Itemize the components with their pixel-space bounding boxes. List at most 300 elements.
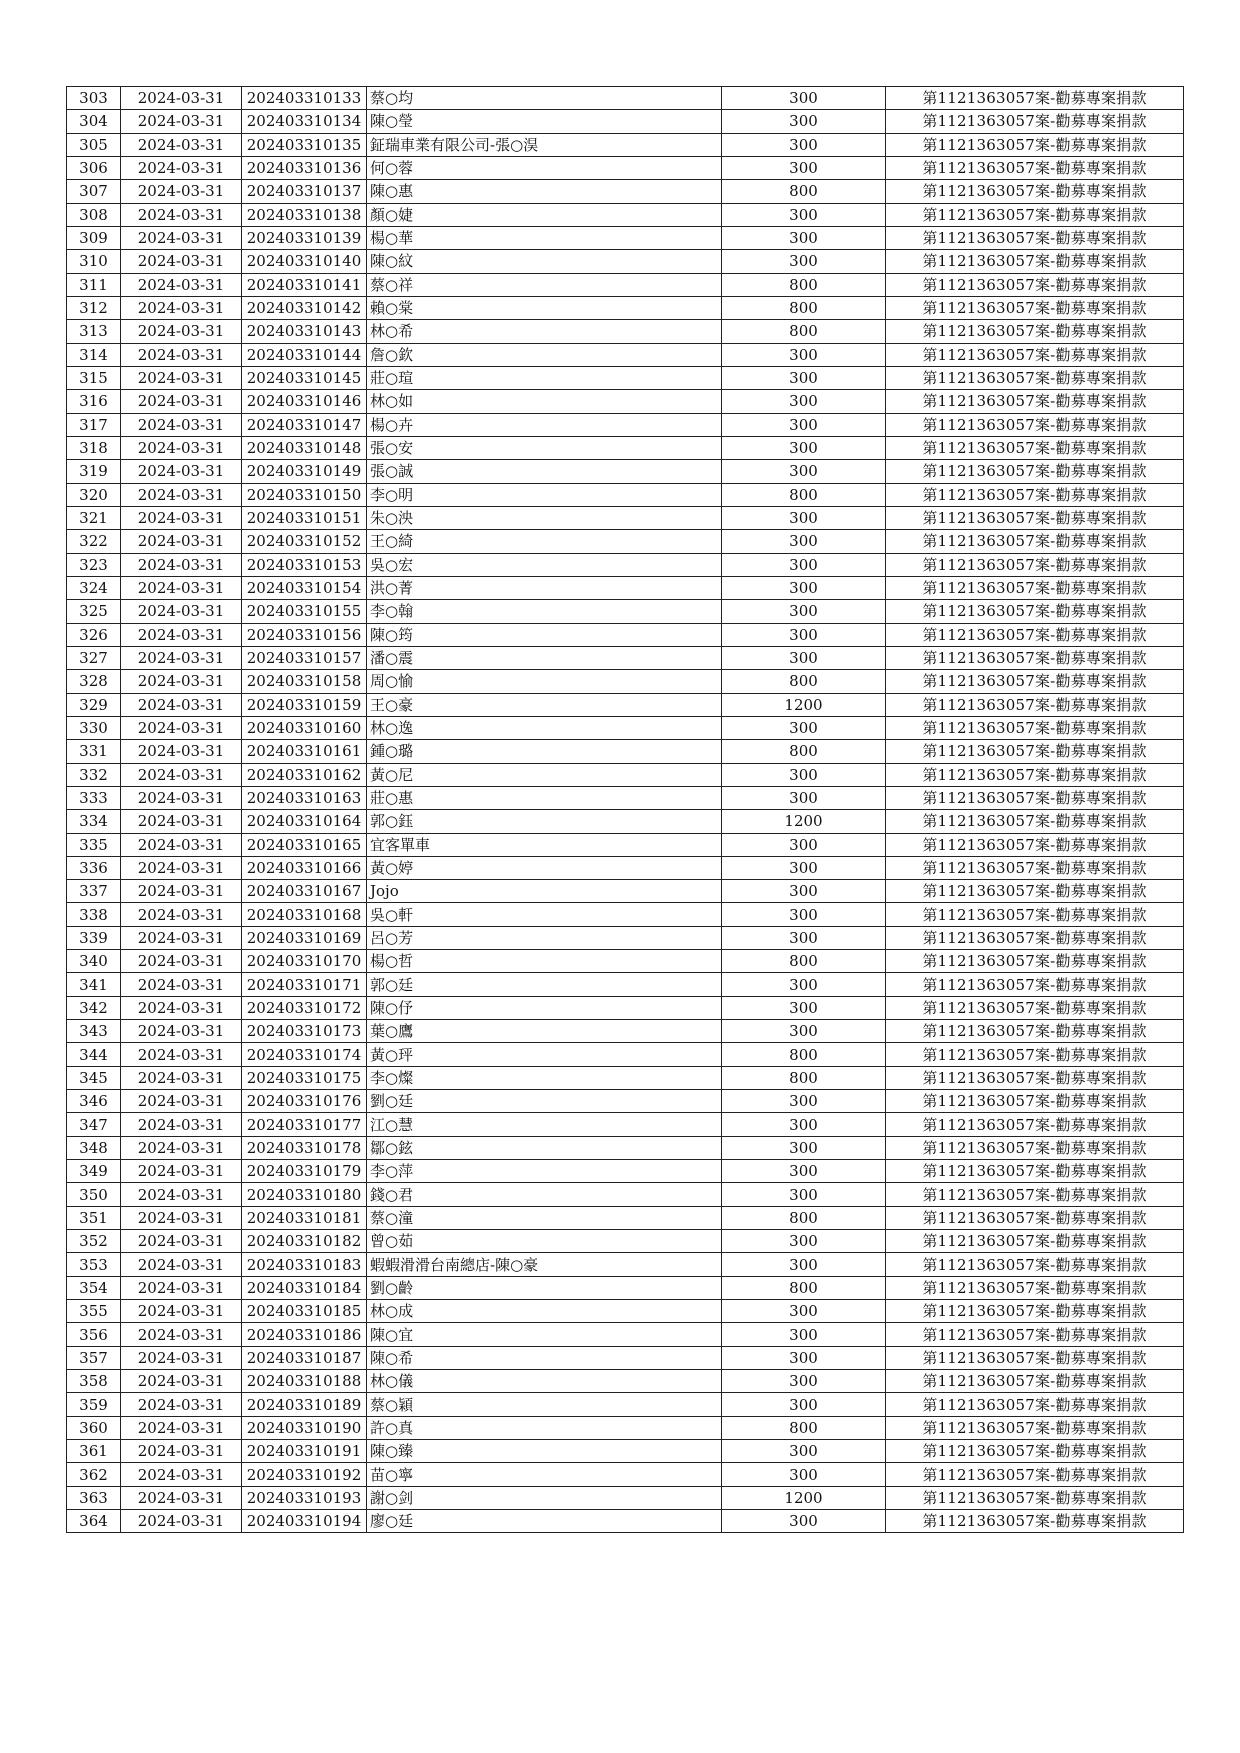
- table-row: [67, 87, 1184, 110]
- donation-note: 第1121363057案-勸募專案捐款: [886, 810, 1184, 833]
- table-row: [67, 1230, 1184, 1253]
- row-number: 304: [67, 110, 121, 133]
- donor-name: 李○燦: [367, 1066, 722, 1089]
- donation-date: 2024-03-31: [121, 110, 242, 133]
- donation-note: 第1121363057案-勸募專案捐款: [886, 576, 1184, 599]
- donation-note: 第1121363057案-勸募專案捐款: [886, 320, 1184, 343]
- donation-date: 2024-03-31: [121, 460, 242, 483]
- donation-amount: 800: [722, 1206, 886, 1229]
- table-row: [67, 996, 1184, 1019]
- donation-amount: 300: [722, 973, 886, 996]
- receipt-number: 202403310180: [242, 1183, 367, 1206]
- donor-name: 劉○齡: [367, 1276, 722, 1299]
- donation-amount: 800: [722, 1043, 886, 1066]
- donation-date: 2024-03-31: [121, 1463, 242, 1486]
- table-row: [67, 1066, 1184, 1089]
- donor-name: 廖○廷: [367, 1510, 722, 1533]
- receipt-number: 202403310143: [242, 320, 367, 343]
- row-number: 363: [67, 1486, 121, 1509]
- donation-note: 第1121363057案-勸募專案捐款: [886, 763, 1184, 786]
- row-number: 346: [67, 1090, 121, 1113]
- donation-date: 2024-03-31: [121, 273, 242, 296]
- donation-date: 2024-03-31: [121, 1370, 242, 1393]
- donor-name: 苗○寧: [367, 1463, 722, 1486]
- donor-name: 鉦瑞車業有限公司-張○淏: [367, 133, 722, 156]
- table-row: [67, 763, 1184, 786]
- receipt-number: 202403310140: [242, 250, 367, 273]
- donor-name: 林○儀: [367, 1370, 722, 1393]
- row-number: 361: [67, 1440, 121, 1463]
- donation-date: 2024-03-31: [121, 296, 242, 319]
- row-number: 303: [67, 87, 121, 110]
- table-row: [67, 273, 1184, 296]
- receipt-number: 202403310174: [242, 1043, 367, 1066]
- receipt-number: 202403310151: [242, 506, 367, 529]
- donor-name: 蔡○潼: [367, 1206, 722, 1229]
- donation-note: 第1121363057案-勸募專案捐款: [886, 1370, 1184, 1393]
- donation-date: 2024-03-31: [121, 436, 242, 459]
- donation-note: 第1121363057案-勸募專案捐款: [886, 600, 1184, 623]
- donation-date: 2024-03-31: [121, 1043, 242, 1066]
- row-number: 308: [67, 203, 121, 226]
- donor-name: 錢○君: [367, 1183, 722, 1206]
- row-number: 343: [67, 1020, 121, 1043]
- receipt-number: 202403310162: [242, 763, 367, 786]
- donation-note: 第1121363057案-勸募專案捐款: [886, 133, 1184, 156]
- donation-amount: 300: [722, 506, 886, 529]
- donation-date: 2024-03-31: [121, 1230, 242, 1253]
- receipt-number: 202403310183: [242, 1253, 367, 1276]
- donation-amount: 300: [722, 1020, 886, 1043]
- table-row: [67, 973, 1184, 996]
- row-number: 326: [67, 623, 121, 646]
- donation-note: 第1121363057案-勸募專案捐款: [886, 413, 1184, 436]
- donation-date: 2024-03-31: [121, 1510, 242, 1533]
- donation-note: 第1121363057案-勸募專案捐款: [886, 1183, 1184, 1206]
- row-number: 347: [67, 1113, 121, 1136]
- donation-note: 第1121363057案-勸募專案捐款: [886, 1510, 1184, 1533]
- row-number: 314: [67, 343, 121, 366]
- donor-name: 莊○瑄: [367, 366, 722, 389]
- donation-note: 第1121363057案-勸募專案捐款: [886, 296, 1184, 319]
- table-row: [67, 203, 1184, 226]
- receipt-number: 202403310190: [242, 1416, 367, 1439]
- donor-name: 鄒○鉉: [367, 1136, 722, 1159]
- receipt-number: 202403310194: [242, 1510, 367, 1533]
- table-row: [67, 576, 1184, 599]
- donation-date: 2024-03-31: [121, 180, 242, 203]
- row-number: 359: [67, 1393, 121, 1416]
- donation-amount: 300: [722, 250, 886, 273]
- donation-amount: 300: [722, 1323, 886, 1346]
- table-row: [67, 390, 1184, 413]
- donor-name: 呂○芳: [367, 926, 722, 949]
- donation-note: 第1121363057案-勸募專案捐款: [886, 1440, 1184, 1463]
- receipt-number: 202403310185: [242, 1300, 367, 1323]
- donation-amount: 300: [722, 1113, 886, 1136]
- donor-name: 林○如: [367, 390, 722, 413]
- receipt-number: 202403310176: [242, 1090, 367, 1113]
- row-number: 362: [67, 1463, 121, 1486]
- donation-date: 2024-03-31: [121, 856, 242, 879]
- receipt-number: 202403310193: [242, 1486, 367, 1509]
- donation-date: 2024-03-31: [121, 320, 242, 343]
- receipt-number: 202403310141: [242, 273, 367, 296]
- donation-amount: 300: [722, 1253, 886, 1276]
- donation-note: 第1121363057案-勸募專案捐款: [886, 693, 1184, 716]
- row-number: 306: [67, 156, 121, 179]
- donation-amount: 800: [722, 1276, 886, 1299]
- donation-date: 2024-03-31: [121, 133, 242, 156]
- donation-date: 2024-03-31: [121, 693, 242, 716]
- donation-note: 第1121363057案-勸募專案捐款: [886, 1416, 1184, 1439]
- donation-note: 第1121363057案-勸募專案捐款: [886, 973, 1184, 996]
- table-row: [67, 156, 1184, 179]
- donation-amount: 300: [722, 786, 886, 809]
- row-number: 315: [67, 366, 121, 389]
- donation-amount: 300: [722, 390, 886, 413]
- table-row: [67, 670, 1184, 693]
- receipt-number: 202403310165: [242, 833, 367, 856]
- donation-date: 2024-03-31: [121, 483, 242, 506]
- donation-date: 2024-03-31: [121, 1253, 242, 1276]
- row-number: 320: [67, 483, 121, 506]
- donation-amount: 800: [722, 320, 886, 343]
- donation-note: 第1121363057案-勸募專案捐款: [886, 203, 1184, 226]
- donation-note: 第1121363057案-勸募專案捐款: [886, 1300, 1184, 1323]
- donor-name: 曾○茹: [367, 1230, 722, 1253]
- row-number: 305: [67, 133, 121, 156]
- donation-note: 第1121363057案-勸募專案捐款: [886, 833, 1184, 856]
- donation-amount: 300: [722, 926, 886, 949]
- donation-note: 第1121363057案-勸募專案捐款: [886, 1346, 1184, 1369]
- donation-amount: 300: [722, 903, 886, 926]
- receipt-number: 202403310139: [242, 226, 367, 249]
- donation-date: 2024-03-31: [121, 1300, 242, 1323]
- donation-amount: 300: [722, 87, 886, 110]
- donation-note: 第1121363057案-勸募專案捐款: [886, 226, 1184, 249]
- receipt-number: 202403310175: [242, 1066, 367, 1089]
- row-number: 344: [67, 1043, 121, 1066]
- row-number: 354: [67, 1276, 121, 1299]
- donation-note: 第1121363057案-勸募專案捐款: [886, 483, 1184, 506]
- donor-name: 黃○玶: [367, 1043, 722, 1066]
- donation-amount: 300: [722, 1463, 886, 1486]
- receipt-number: 202403310159: [242, 693, 367, 716]
- donation-date: 2024-03-31: [121, 670, 242, 693]
- donor-name: 李○翰: [367, 600, 722, 623]
- receipt-number: 202403310172: [242, 996, 367, 1019]
- donation-date: 2024-03-31: [121, 810, 242, 833]
- receipt-number: 202403310149: [242, 460, 367, 483]
- table-row: [67, 226, 1184, 249]
- donation-amount: 300: [722, 833, 886, 856]
- row-number: 364: [67, 1510, 121, 1533]
- table-row: [67, 343, 1184, 366]
- table-row: [67, 1300, 1184, 1323]
- donation-note: 第1121363057案-勸募專案捐款: [886, 1463, 1184, 1486]
- donation-date: 2024-03-31: [121, 1276, 242, 1299]
- donation-note: 第1121363057案-勸募專案捐款: [886, 87, 1184, 110]
- table-row: [67, 1136, 1184, 1159]
- row-number: 318: [67, 436, 121, 459]
- receipt-number: 202403310153: [242, 553, 367, 576]
- donation-note: 第1121363057案-勸募專案捐款: [886, 1323, 1184, 1346]
- donor-name: 李○明: [367, 483, 722, 506]
- table-row: [67, 1206, 1184, 1229]
- table-row: [67, 880, 1184, 903]
- row-number: 337: [67, 880, 121, 903]
- donation-amount: 300: [722, 1136, 886, 1159]
- receipt-number: 202403310142: [242, 296, 367, 319]
- row-number: 352: [67, 1230, 121, 1253]
- table-row: [67, 250, 1184, 273]
- receipt-number: 202403310148: [242, 436, 367, 459]
- donor-name: 李○萍: [367, 1160, 722, 1183]
- table-row: [67, 623, 1184, 646]
- donor-name: 謝○剑: [367, 1486, 722, 1509]
- donation-amount: 300: [722, 716, 886, 739]
- row-number: 330: [67, 716, 121, 739]
- donor-name: 陳○紋: [367, 250, 722, 273]
- donation-date: 2024-03-31: [121, 1393, 242, 1416]
- table-row: [67, 1020, 1184, 1043]
- table-row: [67, 553, 1184, 576]
- table-row: [67, 1043, 1184, 1066]
- row-number: 351: [67, 1206, 121, 1229]
- donation-amount: 800: [722, 740, 886, 763]
- receipt-number: 202403310188: [242, 1370, 367, 1393]
- donation-note: 第1121363057案-勸募專案捐款: [886, 506, 1184, 529]
- receipt-number: 202403310163: [242, 786, 367, 809]
- donation-amount: 300: [722, 203, 886, 226]
- donation-amount: 300: [722, 646, 886, 669]
- donation-amount: 800: [722, 1416, 886, 1439]
- donation-date: 2024-03-31: [121, 903, 242, 926]
- row-number: 345: [67, 1066, 121, 1089]
- row-number: 350: [67, 1183, 121, 1206]
- donor-name: 宜客單車: [367, 833, 722, 856]
- donation-note: 第1121363057案-勸募專案捐款: [886, 740, 1184, 763]
- receipt-number: 202403310167: [242, 880, 367, 903]
- donation-amount: 300: [722, 996, 886, 1019]
- donation-note: 第1121363057案-勸募專案捐款: [886, 156, 1184, 179]
- donation-date: 2024-03-31: [121, 506, 242, 529]
- table-row: [67, 950, 1184, 973]
- donation-date: 2024-03-31: [121, 1416, 242, 1439]
- donor-name: 陳○臻: [367, 1440, 722, 1463]
- donation-date: 2024-03-31: [121, 996, 242, 1019]
- donation-date: 2024-03-31: [121, 600, 242, 623]
- receipt-number: 202403310150: [242, 483, 367, 506]
- row-number: 335: [67, 833, 121, 856]
- table-row: [67, 180, 1184, 203]
- row-number: 329: [67, 693, 121, 716]
- donation-amount: 300: [722, 1393, 886, 1416]
- receipt-number: 202403310146: [242, 390, 367, 413]
- receipt-number: 202403310169: [242, 926, 367, 949]
- donation-date: 2024-03-31: [121, 950, 242, 973]
- donation-date: 2024-03-31: [121, 1346, 242, 1369]
- row-number: 355: [67, 1300, 121, 1323]
- donation-date: 2024-03-31: [121, 1090, 242, 1113]
- receipt-number: 202403310137: [242, 180, 367, 203]
- row-number: 317: [67, 413, 121, 436]
- donation-note: 第1121363057案-勸募專案捐款: [886, 250, 1184, 273]
- receipt-number: 202403310157: [242, 646, 367, 669]
- donation-date: 2024-03-31: [121, 1323, 242, 1346]
- donation-amount: 300: [722, 763, 886, 786]
- table-row: [67, 506, 1184, 529]
- donation-date: 2024-03-31: [121, 716, 242, 739]
- donation-note: 第1121363057案-勸募專案捐款: [886, 1090, 1184, 1113]
- row-number: 311: [67, 273, 121, 296]
- row-number: 332: [67, 763, 121, 786]
- table-row: [67, 1183, 1184, 1206]
- table-row: [67, 530, 1184, 553]
- donation-note: 第1121363057案-勸募專案捐款: [886, 1253, 1184, 1276]
- receipt-number: 202403310178: [242, 1136, 367, 1159]
- donation-date: 2024-03-31: [121, 553, 242, 576]
- donation-amount: 300: [722, 413, 886, 436]
- donation-amount: 300: [722, 156, 886, 179]
- donation-date: 2024-03-31: [121, 366, 242, 389]
- row-number: 309: [67, 226, 121, 249]
- receipt-number: 202403310160: [242, 716, 367, 739]
- donation-date: 2024-03-31: [121, 740, 242, 763]
- table-row: [67, 460, 1184, 483]
- table-row: [67, 1160, 1184, 1183]
- donor-name: 鍾○璐: [367, 740, 722, 763]
- donor-name: 楊○哲: [367, 950, 722, 973]
- donation-amount: 300: [722, 1370, 886, 1393]
- donor-name: 黃○尼: [367, 763, 722, 786]
- donation-date: 2024-03-31: [121, 413, 242, 436]
- donation-note: 第1121363057案-勸募專案捐款: [886, 460, 1184, 483]
- receipt-number: 202403310168: [242, 903, 367, 926]
- donor-name: 蝦蝦滑滑台南總店-陳○豪: [367, 1253, 722, 1276]
- donation-date: 2024-03-31: [121, 530, 242, 553]
- table-row: [67, 646, 1184, 669]
- row-number: 357: [67, 1346, 121, 1369]
- donation-note: 第1121363057案-勸募專案捐款: [886, 1393, 1184, 1416]
- receipt-number: 202403310171: [242, 973, 367, 996]
- donation-note: 第1121363057案-勸募專案捐款: [886, 856, 1184, 879]
- donor-name: 陳○筠: [367, 623, 722, 646]
- receipt-number: 202403310181: [242, 1206, 367, 1229]
- table-row: [67, 1416, 1184, 1439]
- table-row: [67, 1253, 1184, 1276]
- donation-date: 2024-03-31: [121, 250, 242, 273]
- donation-note: 第1121363057案-勸募專案捐款: [886, 1486, 1184, 1509]
- donation-amount: 300: [722, 1090, 886, 1113]
- donation-note: 第1121363057案-勸募專案捐款: [886, 390, 1184, 413]
- row-number: 356: [67, 1323, 121, 1346]
- table-row: [67, 1510, 1184, 1533]
- donation-note: 第1121363057案-勸募專案捐款: [886, 1230, 1184, 1253]
- receipt-number: 202403310155: [242, 600, 367, 623]
- donation-date: 2024-03-31: [121, 226, 242, 249]
- receipt-number: 202403310158: [242, 670, 367, 693]
- donation-date: 2024-03-31: [121, 1486, 242, 1509]
- row-number: 307: [67, 180, 121, 203]
- donation-amount: 300: [722, 110, 886, 133]
- donation-date: 2024-03-31: [121, 1020, 242, 1043]
- donation-amount: 1200: [722, 693, 886, 716]
- donation-amount: 800: [722, 180, 886, 203]
- receipt-number: 202403310134: [242, 110, 367, 133]
- donation-date: 2024-03-31: [121, 763, 242, 786]
- row-number: 338: [67, 903, 121, 926]
- donation-note: 第1121363057案-勸募專案捐款: [886, 553, 1184, 576]
- table-row: [67, 833, 1184, 856]
- row-number: 324: [67, 576, 121, 599]
- donation-note: 第1121363057案-勸募專案捐款: [886, 646, 1184, 669]
- donation-note: 第1121363057案-勸募專案捐款: [886, 366, 1184, 389]
- row-number: 336: [67, 856, 121, 879]
- donation-note: 第1121363057案-勸募專案捐款: [886, 623, 1184, 646]
- donation-note: 第1121363057案-勸募專案捐款: [886, 530, 1184, 553]
- donor-name: 楊○華: [367, 226, 722, 249]
- donation-date: 2024-03-31: [121, 623, 242, 646]
- table-row: [67, 1090, 1184, 1113]
- donor-name: 郭○鈺: [367, 810, 722, 833]
- donation-date: 2024-03-31: [121, 786, 242, 809]
- donor-name: 陳○伃: [367, 996, 722, 1019]
- receipt-number: 202403310184: [242, 1276, 367, 1299]
- table-row: [67, 1440, 1184, 1463]
- donor-name: 張○安: [367, 436, 722, 459]
- donor-name: 顏○婕: [367, 203, 722, 226]
- donor-name: 江○慧: [367, 1113, 722, 1136]
- donation-date: 2024-03-31: [121, 1113, 242, 1136]
- donation-amount: 800: [722, 950, 886, 973]
- row-number: 328: [67, 670, 121, 693]
- donation-date: 2024-03-31: [121, 156, 242, 179]
- row-number: 316: [67, 390, 121, 413]
- receipt-number: 202403310136: [242, 156, 367, 179]
- donation-amount: 300: [722, 226, 886, 249]
- donation-amount: 800: [722, 483, 886, 506]
- row-number: 349: [67, 1160, 121, 1183]
- donation-amount: 300: [722, 343, 886, 366]
- receipt-number: 202403310170: [242, 950, 367, 973]
- table-row: [67, 133, 1184, 156]
- table-row: [67, 1113, 1184, 1136]
- donation-amount: 300: [722, 623, 886, 646]
- table-row: [67, 903, 1184, 926]
- donation-note: 第1121363057案-勸募專案捐款: [886, 716, 1184, 739]
- donor-name: 林○希: [367, 320, 722, 343]
- donation-amount: 300: [722, 530, 886, 553]
- table-row: [67, 693, 1184, 716]
- donation-note: 第1121363057案-勸募專案捐款: [886, 436, 1184, 459]
- donation-amount: 300: [722, 1160, 886, 1183]
- receipt-number: 202403310135: [242, 133, 367, 156]
- donor-name: 林○成: [367, 1300, 722, 1323]
- table-row: [67, 1370, 1184, 1393]
- donation-date: 2024-03-31: [121, 576, 242, 599]
- row-number: 313: [67, 320, 121, 343]
- donor-name: 陳○瑩: [367, 110, 722, 133]
- receipt-number: 202403310156: [242, 623, 367, 646]
- donation-amount: 300: [722, 576, 886, 599]
- donation-date: 2024-03-31: [121, 926, 242, 949]
- row-number: 358: [67, 1370, 121, 1393]
- table-row: [67, 926, 1184, 949]
- table-row: [67, 110, 1184, 133]
- table-row: [67, 1346, 1184, 1369]
